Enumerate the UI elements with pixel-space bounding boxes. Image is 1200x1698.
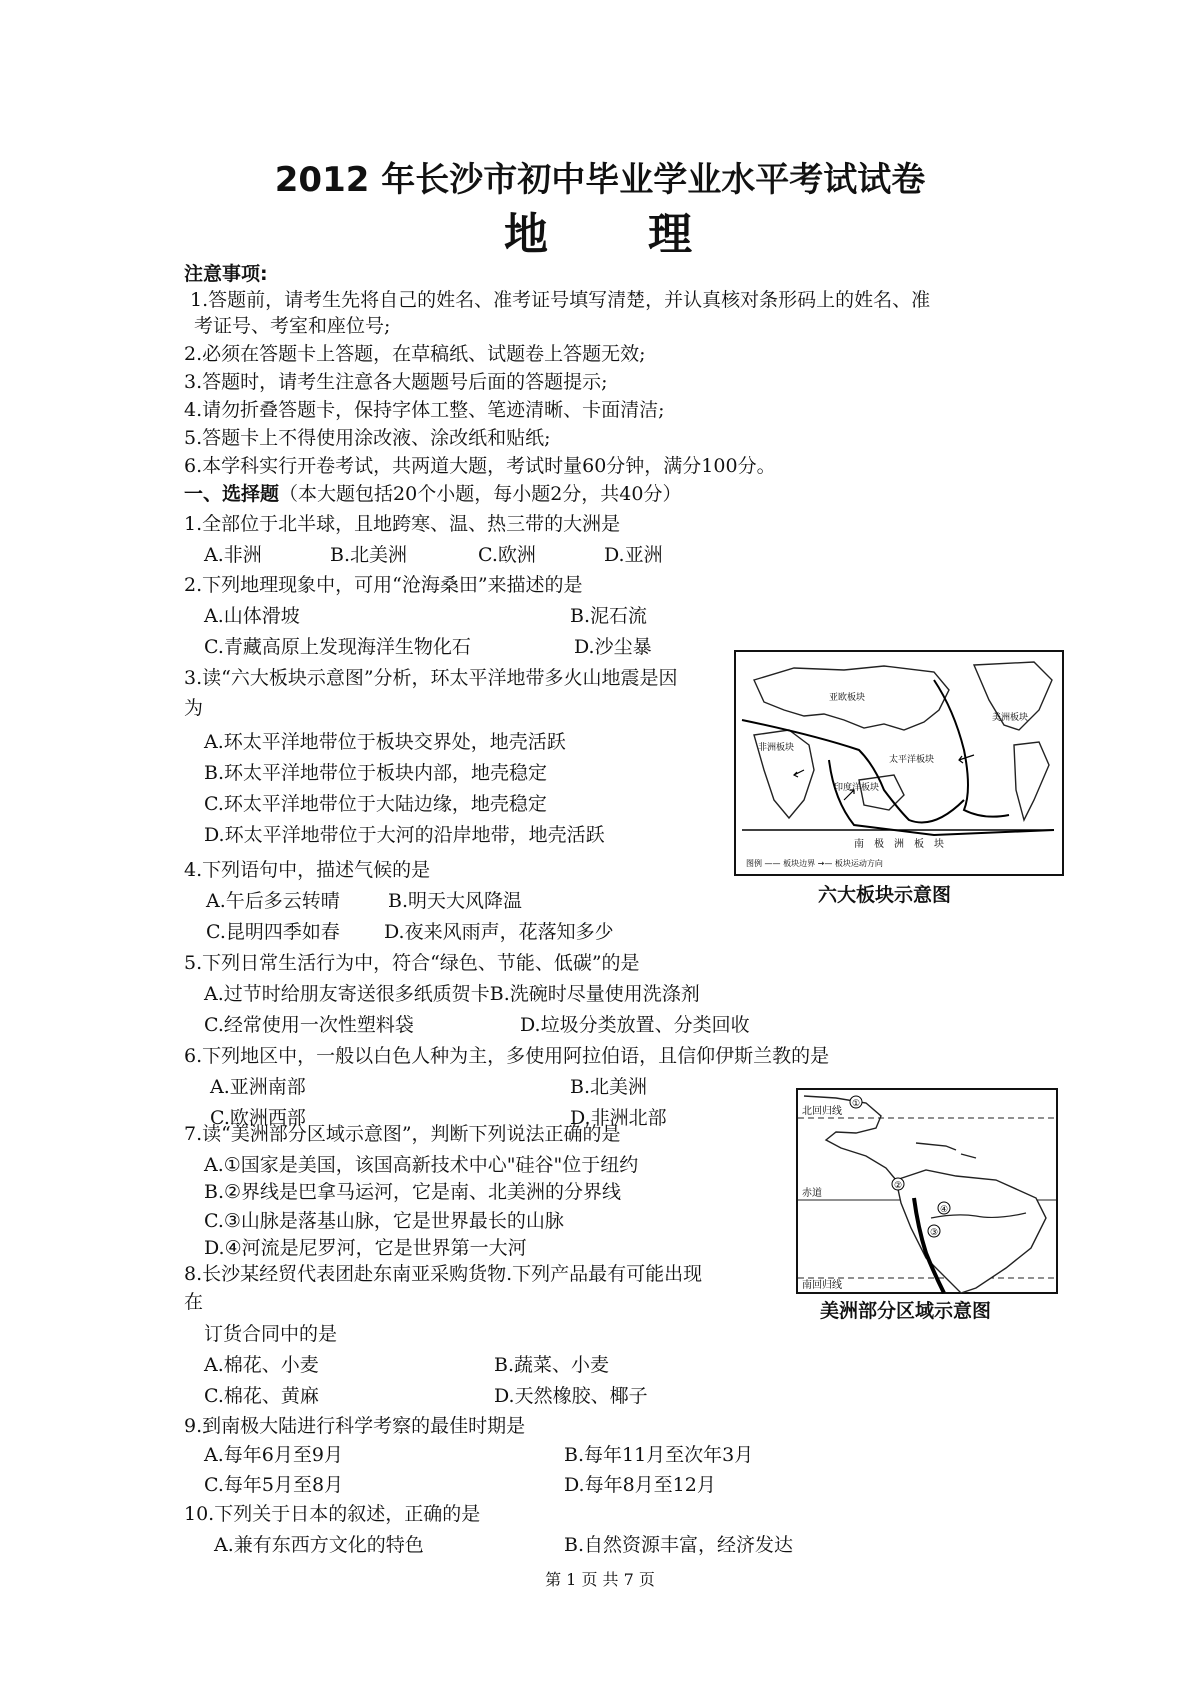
- exam-title: 2012 年长沙市初中毕业学业水平考试试卷: [274, 160, 926, 200]
- option-d: D.夜来风雨声，花落知多少: [384, 921, 614, 943]
- option-d: D.非洲北部: [570, 1107, 667, 1129]
- question-stem: 10.下列关于日本的叙述，正确的是: [184, 1503, 481, 1525]
- notice-item: 1.答题前，请考生先将自己的姓名、准考证号填写清楚，并认真核对条形码上的姓名、准: [190, 289, 931, 311]
- marker-2: ②: [894, 1181, 903, 1191]
- option-c: C.青藏高原上发现海洋生物化石: [204, 636, 471, 658]
- notice-item: 3.答题时，请考生注意各大题题号后面的答题提示;: [184, 371, 608, 393]
- option-c: C.昆明四季如春: [206, 921, 340, 943]
- option-d: D.④河流是尼罗河，它是世界第一大河: [204, 1237, 527, 1259]
- option-a: A.每年6月至9月: [204, 1444, 343, 1466]
- question-stem: 9.到南极大陆进行科学考察的最佳时期是: [184, 1415, 526, 1437]
- option-d: D.沙尘暴: [574, 636, 652, 658]
- option-a: A.午后多云转晴: [206, 890, 340, 912]
- option-b: B.自然资源丰富，经济发达: [564, 1534, 794, 1556]
- label-south-tropic: 南回归线: [802, 1280, 842, 1291]
- label-africa: 非洲板块: [758, 743, 795, 753]
- notice-heading: 注意事项:: [184, 263, 268, 285]
- section-label: 一、选择题: [184, 483, 280, 505]
- option-ab: A.过节时给朋友寄送很多纸质贺卡B.洗碗时尽量使用洗涤剂: [204, 983, 700, 1005]
- marker-4: ④: [940, 1205, 949, 1215]
- section-note: （本大题包括20个小题，每小题2分，共40分）: [279, 483, 682, 505]
- label-pacific: 太平洋板块: [889, 755, 935, 765]
- option-c: C.棉花、黄麻: [204, 1385, 319, 1407]
- option-b: B.泥石流: [570, 605, 648, 627]
- option-a: A.棉花、小麦: [204, 1354, 319, 1376]
- option-c: C.③山脉是落基山脉，它是世界最长的山脉: [204, 1210, 564, 1232]
- marker-1: ①: [852, 1099, 861, 1109]
- question-stem: 为: [184, 697, 204, 719]
- label-antarctic: 南 极 洲 板 块: [854, 839, 944, 850]
- option-a: A.①国家是美国，该国高新技术中心"硅谷"位于纽约: [204, 1154, 639, 1176]
- question-stem: 7.读“美洲部分区域示意图”，判断下列说法正确的是: [184, 1123, 621, 1145]
- option-d: D.亚洲: [604, 544, 663, 566]
- americas-map: [796, 1088, 1058, 1294]
- section-heading: [184, 482, 681, 506]
- option-c: C.欧洲西部: [210, 1107, 306, 1129]
- notice-item: 5.答题卡上不得使用涂改液、涂改纸和贴纸;: [184, 427, 551, 449]
- question-stem: 3.读“六大板块示意图”分析，环太平洋地带多火山地震是因: [184, 667, 678, 689]
- option-b: B.北美洲: [330, 544, 408, 566]
- americas-map-caption: 美洲部分区域示意图: [820, 1300, 992, 1322]
- label-eurasia: 亚欧板块: [829, 693, 866, 703]
- question-stem: 4.下列语句中，描述气候的是: [184, 859, 431, 881]
- plates-map: [734, 650, 1064, 876]
- option-c: C.环太平洋地带位于大陆边缘，地壳稳定: [204, 793, 547, 815]
- option-d: D.环太平洋地带位于大河的沿岸地带，地壳活跃: [204, 824, 605, 846]
- question-stem: 8.长沙某经贸代表团赴东南亚采购货物.下列产品最有可能出现: [184, 1263, 703, 1285]
- option-a: A.亚洲南部: [210, 1076, 306, 1098]
- subject-title: 地 理: [504, 209, 696, 260]
- plates-map-svg: [734, 650, 1064, 876]
- option-d: D.垃圾分类放置、分类回收: [520, 1014, 750, 1036]
- option-b: B.环太平洋地带位于板块内部，地壳稳定: [204, 762, 548, 784]
- option-c: C.经常使用一次性塑料袋: [204, 1014, 414, 1036]
- option-a: A.非洲: [204, 544, 262, 566]
- notice-item: 考证号、考室和座位号;: [194, 315, 391, 337]
- notice-item: 2.必须在答题卡上答题，在草稿纸、试题卷上答题无效;: [184, 343, 646, 365]
- option-a: A.山体滑坡: [204, 605, 300, 627]
- marker-3: ③: [930, 1228, 939, 1238]
- option-b: B.每年11月至次年3月: [564, 1444, 754, 1466]
- plates-map-caption: 六大板块示意图: [818, 884, 952, 906]
- question-stem: 1.全部位于北半球，且地跨寒、温、热三带的大洲是: [184, 513, 621, 535]
- question-stem: 5.下列日常生活行为中，符合“绿色、节能、低碳”的是: [184, 952, 640, 974]
- option-a: A.环太平洋地带位于板块交界处，地壳活跃: [204, 731, 566, 753]
- option-c: C.每年5月至8月: [204, 1474, 344, 1496]
- notice-item: 6.本学科实行开卷考试，共两道大题，考试时量60分钟，满分100分。: [184, 455, 776, 477]
- label-america: 美洲板块: [992, 713, 1029, 723]
- option-b: B.北美洲: [570, 1076, 648, 1098]
- page-footer: 第 1 页 共 7 页: [545, 1570, 655, 1589]
- question-stem: 2.下列地理现象中，可用“沧海桑田”来描述的是: [184, 574, 583, 596]
- option-c: C.欧洲: [478, 544, 536, 566]
- option-a: A.兼有东西方文化的特色: [214, 1534, 424, 1556]
- label-indian: 印度洋板块: [834, 783, 880, 793]
- map-legend: 图例 —— 板块边界 →— 板块运动方向: [746, 859, 883, 868]
- option-d: D.每年8月至12月: [564, 1474, 716, 1496]
- question-stem: 订货合同中的是: [204, 1323, 338, 1345]
- option-b: B.②界线是巴拿马运河，它是南、北美洲的分界线: [204, 1181, 622, 1203]
- question-stem: 6.下列地区中，一般以白色人种为主，多使用阿拉伯语，且信仰伊斯兰教的是: [184, 1045, 830, 1067]
- notice-item: 4.请勿折叠答题卡，保持字体工整、笔迹清晰、卡面清洁;: [184, 399, 665, 421]
- question-stem: 在: [184, 1291, 204, 1313]
- option-b: B.蔬菜、小麦: [494, 1354, 610, 1376]
- label-north-tropic: 北回归线: [802, 1106, 842, 1117]
- americas-map-svg: [796, 1088, 1058, 1294]
- label-equator: 赤道: [802, 1188, 822, 1199]
- option-d: D.天然橡胶、椰子: [494, 1385, 648, 1407]
- option-b: B.明天大风降温: [388, 890, 523, 912]
